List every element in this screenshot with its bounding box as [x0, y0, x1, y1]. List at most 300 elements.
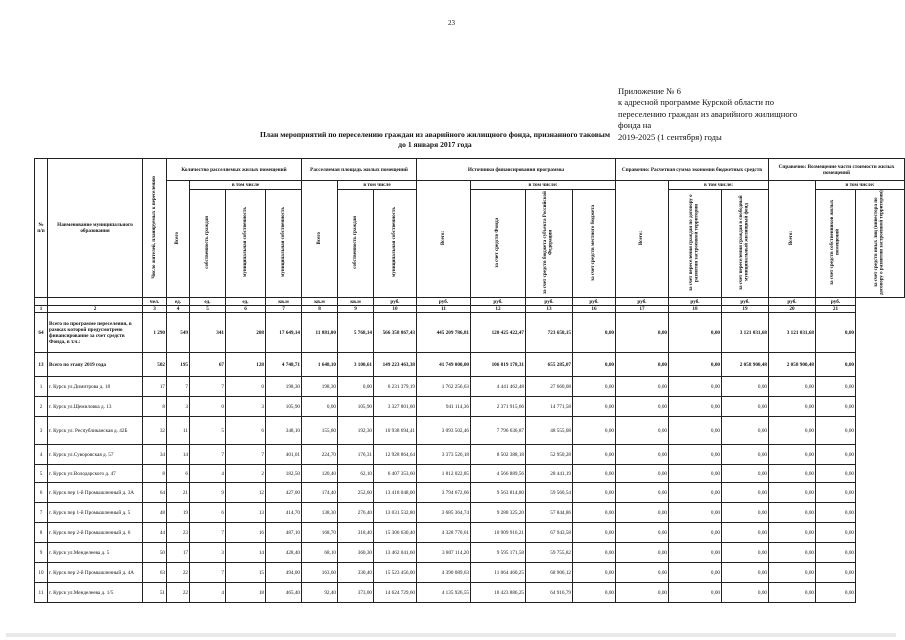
- row-name: Всего по этапу 2019 года: [48, 353, 143, 377]
- row-value: 0,00: [816, 583, 856, 603]
- unit-cell: руб.: [769, 298, 816, 306]
- row-value: 9: [190, 483, 226, 503]
- row-value: 0,00: [816, 563, 856, 583]
- header-incl: в том числе:: [471, 181, 616, 190]
- row-value: 0,00: [573, 563, 616, 583]
- unit-cell: ед.: [190, 298, 226, 306]
- row-value: 3 121 031,68: [722, 313, 769, 353]
- row-value: 4 390 089,63: [417, 563, 471, 583]
- row-name: Всего по программе переселения, в рамках которой предусмотрено финансирование за счет средств Фонда, в т.ч.:: [48, 313, 143, 353]
- row-value: 348,10: [266, 417, 302, 445]
- row-value: 10 423 886,25: [471, 583, 526, 603]
- unit-cell: руб.: [669, 298, 722, 306]
- row-value: 34: [143, 445, 167, 465]
- row-value: 6: [226, 417, 266, 445]
- row-value: 0,00: [573, 465, 616, 483]
- row-value: 8: [143, 397, 167, 417]
- row-value: 1 648,10: [302, 353, 338, 377]
- header-incl: в том числе: [338, 181, 417, 190]
- header-incl: в том числе: [190, 181, 302, 190]
- row-value: 0,00: [722, 563, 769, 583]
- row-value: 7: [226, 445, 266, 465]
- row-number: 11: [35, 583, 48, 603]
- column-number: 10: [374, 306, 417, 313]
- row-value: 64 916,79: [526, 583, 573, 603]
- row-value: 6: [167, 465, 190, 483]
- header-compensation-group: Справочно: Возмещение части стоимости жилых помещений: [769, 159, 905, 181]
- row-value: 0,00: [722, 543, 769, 563]
- row-value: 7: [190, 377, 226, 397]
- row-value: 208: [226, 313, 266, 353]
- row-value: 1 290: [143, 313, 167, 353]
- row-value: 4 328 770,61: [417, 523, 471, 543]
- row-value: 0: [190, 397, 226, 417]
- row-value: 195: [167, 353, 190, 377]
- row-value: 4 135 926,55: [417, 583, 471, 603]
- header-savings-total: Всего:: [616, 181, 669, 298]
- row-value: 4 566 889,56: [471, 465, 526, 483]
- row-value: 566 358 867,43: [374, 313, 417, 353]
- row-value: 0,00: [769, 583, 816, 603]
- row-value: 2: [226, 465, 266, 483]
- row-value: 8: [143, 465, 167, 483]
- header-area-municipal: муниципальная собственность: [374, 190, 417, 298]
- unit-cell: руб.: [471, 298, 526, 306]
- row-value: 0,00: [816, 503, 856, 523]
- table-row: [35, 397, 905, 417]
- header-savings-group: Справочно: Расчетная сумма экономии бюджетных средств: [616, 159, 769, 181]
- row-value: 120,40: [302, 465, 338, 483]
- row-value: 224,70: [302, 445, 338, 465]
- row-value: 198,30: [266, 377, 302, 397]
- row-value: 4 748,71: [266, 353, 302, 377]
- row-value: 0,00: [616, 523, 669, 543]
- row-value: 0,00: [669, 313, 722, 353]
- row-value: 502: [143, 353, 167, 377]
- row-value: 0,00: [769, 377, 816, 397]
- table-row: [35, 583, 905, 603]
- row-value: 48: [143, 503, 167, 523]
- row-value: 11 064 460,25: [471, 563, 526, 583]
- row-name: г. Курск ул.Володарского д. 47: [48, 465, 143, 483]
- row-value: 13 031 532,80: [374, 503, 417, 523]
- row-value: 9 563 814,80: [471, 483, 526, 503]
- row-value: 0,00: [616, 465, 669, 483]
- row-value: 106 819 178,31: [471, 353, 526, 377]
- row-number: 6: [35, 483, 48, 503]
- title-line: до 1 января 2017 года: [398, 139, 472, 149]
- row-name: г. Курск ул.Димитрова д. 18: [48, 377, 143, 397]
- row-value: 0,00: [722, 377, 769, 397]
- row-value: 428,40: [266, 543, 302, 563]
- row-number: 3: [35, 417, 48, 445]
- column-number: 3: [143, 306, 167, 313]
- row-value: 32: [143, 417, 167, 445]
- header-local: за счет средств местного бюджета: [573, 190, 616, 298]
- unit-cell: кв.м: [338, 298, 374, 306]
- header-rooms-group: Количество расселяемых жилых помещений: [167, 159, 302, 181]
- column-number: 5: [190, 306, 226, 313]
- table-row: [35, 465, 905, 483]
- row-value: 50: [143, 543, 167, 563]
- row-name: г. Курск ул.Менделеева д. 1/5: [48, 583, 143, 603]
- row-value: 48 555,08: [526, 417, 573, 445]
- row-value: 549: [167, 313, 190, 353]
- row-value: 0,00: [769, 397, 816, 417]
- unit-cell: чел.: [143, 298, 167, 306]
- row-value: 0,00: [616, 445, 669, 465]
- row-value: 28 441,19: [526, 465, 573, 483]
- unit-cell: [48, 298, 143, 306]
- row-name: г. Курск пер 2-й Промышленный д. 6: [48, 523, 143, 543]
- row-value: 17: [167, 543, 190, 563]
- row-value: 0,00: [573, 397, 616, 417]
- unit-cell: руб.: [526, 298, 573, 306]
- row-number: 5: [35, 465, 48, 483]
- row-value: 52 950,28: [526, 445, 573, 465]
- row-value: 3 121 031,68: [769, 313, 816, 353]
- row-value: 176,31: [338, 445, 374, 465]
- appendix-line: к адресной программе Курской области по: [618, 97, 775, 108]
- row-value: 0,00: [769, 483, 816, 503]
- row-value: 3: [190, 543, 226, 563]
- row-value: 2 058 900,48: [769, 353, 816, 377]
- column-number: 11: [417, 306, 471, 313]
- row-value: 9 288 325,20: [471, 503, 526, 523]
- header-name: Наименование муниципального образования: [48, 159, 143, 298]
- appendix-line: 2019-2025 (1 сентября) годы: [618, 131, 722, 142]
- row-value: 330,40: [338, 563, 374, 583]
- row-value: 3 100,61: [338, 353, 374, 377]
- row-value: 8 502 388,18: [471, 445, 526, 465]
- unit-cell: руб.: [616, 298, 669, 306]
- row-value: 5 768,14: [338, 313, 374, 353]
- row-value: 341: [190, 313, 226, 353]
- unit-cell: [35, 298, 48, 306]
- header-area-total: Всего: [302, 181, 338, 298]
- row-value: 0,00: [669, 503, 722, 523]
- row-value: 6: [190, 503, 226, 523]
- row-value: 445 209 786,81: [417, 313, 471, 353]
- unit-cell: руб.: [573, 298, 616, 306]
- row-value: 27 660,08: [526, 377, 573, 397]
- table-row: [35, 445, 905, 465]
- row-value: 0,00: [722, 465, 769, 483]
- row-value: 0,00: [616, 563, 669, 583]
- row-name: г. Курск ул.Менделеева д. 5: [48, 543, 143, 563]
- row-value: 13 418 048,00: [374, 483, 417, 503]
- row-value: 5: [190, 417, 226, 445]
- resettlement-plan-table: [34, 158, 905, 603]
- row-value: 14 771,58: [526, 397, 573, 417]
- unit-cell: ед.: [226, 298, 266, 306]
- row-value: 3 327 801,60: [374, 397, 417, 417]
- row-value: 67 943,58: [526, 523, 573, 543]
- row-value: 0,00: [816, 543, 856, 563]
- row-value: 168,70: [302, 523, 338, 543]
- row-value: 9 595 171,58: [471, 543, 526, 563]
- header-incl: в том числе:: [816, 181, 905, 190]
- row-value: 941 114,36: [417, 397, 471, 417]
- row-name: г. Курск пер 2-й Промышленный д. 4А: [48, 563, 143, 583]
- row-value: 2 371 915,66: [471, 397, 526, 417]
- row-value: 0,00: [573, 417, 616, 445]
- row-value: 15 306 630,40: [374, 523, 417, 543]
- row-value: 318,40: [338, 523, 374, 543]
- row-value: 68,10: [302, 543, 338, 563]
- row-value: 0: [226, 377, 266, 397]
- row-value: 0,00: [616, 397, 669, 417]
- row-value: 0,00: [573, 313, 616, 353]
- header-rooms-municipal: муниципальная собственность: [226, 190, 266, 298]
- column-number: 9: [338, 306, 374, 313]
- row-value: 0,00: [669, 465, 722, 483]
- appendix-line: Приложение № 6: [618, 86, 681, 96]
- row-value: 0,00: [573, 523, 616, 543]
- column-number: 2: [48, 306, 143, 313]
- row-value: 487,10: [266, 523, 302, 543]
- row-value: 0,00: [769, 417, 816, 445]
- row-value: 373,00: [338, 583, 374, 603]
- row-value: 0,00: [722, 503, 769, 523]
- table-row: [35, 313, 905, 353]
- row-number: 2: [35, 397, 48, 417]
- row-value: 59 755,82: [526, 543, 573, 563]
- row-value: 149 223 463,38: [374, 353, 417, 377]
- row-value: 3 093 502,46: [417, 417, 471, 445]
- row-number: 9: [35, 543, 48, 563]
- row-value: 0,00: [616, 483, 669, 503]
- row-value: 51: [143, 583, 167, 603]
- row-value: 0,00: [722, 417, 769, 445]
- row-value: 41 749 000,00: [417, 353, 471, 377]
- row-value: 6 231 379,19: [374, 377, 417, 397]
- row-value: 0,00: [669, 583, 722, 603]
- row-value: 0,00: [722, 583, 769, 603]
- unit-cell: руб.: [374, 298, 417, 306]
- row-value: 0,00: [669, 523, 722, 543]
- row-value: 4 441 462,48: [471, 377, 526, 397]
- row-value: 0,00: [722, 397, 769, 417]
- header-sources-group: Источники финансирования программы: [417, 159, 616, 181]
- row-value: 13 462 041,60: [374, 543, 417, 563]
- row-value: 0,00: [816, 417, 856, 445]
- header-comp-other: за счет средств иных лиц (инвестора по договору о развитии застроенной территории): [856, 190, 905, 298]
- row-value: 105,90: [266, 397, 302, 417]
- row-value: 120 425 422,47: [471, 313, 526, 353]
- row-value: 0,00: [816, 445, 856, 465]
- header-area-citizens: собственность граждан: [338, 190, 374, 298]
- header-incl: в том числе:: [669, 181, 769, 190]
- row-value: 0,00: [722, 445, 769, 465]
- row-name: г. Курск пер 1-й Промышленный д. 3А: [48, 483, 143, 503]
- row-value: 0,00: [616, 377, 669, 397]
- column-number: 19: [722, 306, 769, 313]
- row-value: 0,00: [816, 353, 856, 377]
- row-value: 3 685 364,74: [417, 503, 471, 523]
- row-value: 23: [167, 523, 190, 543]
- column-number: 21: [816, 306, 856, 313]
- row-value: 15: [226, 563, 266, 583]
- row-number: 64: [35, 313, 48, 353]
- row-value: 16: [226, 523, 266, 543]
- row-value: 494,00: [266, 563, 302, 583]
- unit-cell: руб.: [417, 298, 471, 306]
- row-value: 3: [167, 397, 190, 417]
- row-value: 22: [167, 583, 190, 603]
- table-row: [35, 503, 905, 523]
- row-number: 4: [35, 445, 48, 465]
- row-value: 0,00: [616, 313, 669, 353]
- row-value: 22: [167, 563, 190, 583]
- row-value: 0,00: [573, 445, 616, 465]
- page-number: 23: [448, 19, 455, 27]
- unit-cell: ед.: [167, 298, 190, 306]
- header-residents: Число жителей, планируемых к переселению: [143, 159, 167, 298]
- row-value: 0,00: [816, 397, 856, 417]
- header-comp-total: Всего:: [769, 181, 816, 298]
- row-value: 4: [190, 583, 226, 603]
- row-value: 64: [143, 483, 167, 503]
- row-value: 0,00: [669, 377, 722, 397]
- table-row: [35, 523, 905, 543]
- table-row: [35, 543, 905, 563]
- row-value: 401,01: [266, 445, 302, 465]
- row-value: 414,70: [266, 503, 302, 523]
- row-value: 0,00: [616, 543, 669, 563]
- row-value: 3 807 114,20: [417, 543, 471, 563]
- appendix-line: фонда на: [618, 120, 652, 131]
- row-number: 13: [35, 353, 48, 377]
- row-value: 57 844,86: [526, 503, 573, 523]
- row-value: 7 796 636,87: [471, 417, 526, 445]
- table-row: [35, 417, 905, 445]
- row-value: 0,00: [573, 543, 616, 563]
- row-value: 3 373 526,18: [417, 445, 471, 465]
- row-value: 12 928 864,64: [374, 445, 417, 465]
- row-value: 163,60: [302, 563, 338, 583]
- row-value: 0,00: [616, 353, 669, 377]
- column-number: 17: [616, 306, 669, 313]
- row-value: 67: [190, 353, 226, 377]
- column-number: 20: [769, 306, 816, 313]
- unit-cell: кв.м: [266, 298, 302, 306]
- row-value: 17: [143, 377, 167, 397]
- row-value: 1 812 022,85: [417, 465, 471, 483]
- row-value: 276,40: [338, 503, 374, 523]
- row-value: 182,50: [266, 465, 302, 483]
- row-value: 3 794 672,66: [417, 483, 471, 503]
- table-row: [35, 563, 905, 583]
- table-row: [35, 377, 905, 397]
- row-value: 0,00: [669, 563, 722, 583]
- row-value: 62,10: [338, 465, 374, 483]
- unit-cell: руб.: [722, 298, 769, 306]
- row-value: 4: [190, 465, 226, 483]
- row-value: 44: [143, 523, 167, 543]
- row-name: г. Курск пер 1-й Промышленный д. 5: [48, 503, 143, 523]
- row-value: 427,00: [266, 483, 302, 503]
- title-line: План мероприятий по переселению граждан из аварийного жилищного фонда, признанного таковым: [259, 130, 610, 139]
- row-value: 2 058 900,48: [722, 353, 769, 377]
- row-value: 0,00: [616, 583, 669, 603]
- footer-strip: [6, 633, 896, 637]
- table-row: [35, 353, 905, 377]
- row-value: 0,00: [769, 563, 816, 583]
- row-value: 174,40: [302, 483, 338, 503]
- row-value: 7: [190, 523, 226, 543]
- row-value: 0,00: [669, 543, 722, 563]
- row-value: 138,30: [302, 503, 338, 523]
- row-value: 128: [226, 353, 266, 377]
- row-value: 723 658,15: [526, 313, 573, 353]
- row-value: 0,00: [573, 583, 616, 603]
- row-value: 7: [190, 563, 226, 583]
- row-value: 10 909 916,21: [471, 523, 526, 543]
- row-value: 0,00: [722, 523, 769, 543]
- header-rooms-total: Всего: [167, 181, 190, 298]
- table-row: [35, 483, 905, 503]
- row-value: 0,00: [616, 417, 669, 445]
- row-value: 0,00: [669, 483, 722, 503]
- row-value: 192,30: [338, 417, 374, 445]
- row-value: 10 938 694,41: [374, 417, 417, 445]
- row-value: 0,00: [616, 503, 669, 523]
- row-name: г. Курск ул.Щемиловка д. 13: [48, 397, 143, 417]
- row-value: 0,00: [816, 377, 856, 397]
- row-value: 198,30: [302, 377, 338, 397]
- row-value: 7: [190, 445, 226, 465]
- row-value: 0,00: [816, 523, 856, 543]
- column-number: 7: [266, 306, 302, 313]
- row-number: 8: [35, 523, 48, 543]
- row-value: 0,00: [816, 483, 856, 503]
- column-number: 6: [226, 306, 266, 313]
- row-value: 0,00: [769, 465, 816, 483]
- row-value: 92,40: [302, 583, 338, 603]
- row-value: 465,40: [266, 583, 302, 603]
- column-number: 18: [669, 306, 722, 313]
- row-value: 1 762 256,63: [417, 377, 471, 397]
- appendix-line: переселению граждан из аварийного жилищного: [618, 108, 798, 119]
- row-value: 0,00: [573, 353, 616, 377]
- row-value: 63: [143, 563, 167, 583]
- row-value: 0,00: [302, 397, 338, 417]
- row-value: 15 523 456,00: [374, 563, 417, 583]
- column-number: 8: [302, 306, 338, 313]
- row-value: 655 285,07: [526, 353, 573, 377]
- row-value: 360,30: [338, 543, 374, 563]
- row-value: 68 906,12: [526, 563, 573, 583]
- row-value: 252,60: [338, 483, 374, 503]
- row-value: 13: [226, 503, 266, 523]
- row-value: 0,00: [669, 417, 722, 445]
- column-number: 4: [167, 306, 190, 313]
- row-value: 0,00: [669, 397, 722, 417]
- row-value: 0,00: [816, 465, 856, 483]
- row-value: 59 560,54: [526, 483, 573, 503]
- column-number: 16: [573, 306, 616, 313]
- row-value: 0,00: [769, 503, 816, 523]
- row-value: 0,00: [769, 543, 816, 563]
- column-number: 13: [526, 306, 573, 313]
- row-number: 7: [35, 503, 48, 523]
- header-fund: за счет средств Фонда: [471, 190, 526, 298]
- row-value: 0,00: [573, 377, 616, 397]
- row-value: 0,00: [338, 377, 374, 397]
- row-value: 0,00: [769, 523, 816, 543]
- header-area-group: Расселяемая площадь жилых помещений: [302, 159, 417, 181]
